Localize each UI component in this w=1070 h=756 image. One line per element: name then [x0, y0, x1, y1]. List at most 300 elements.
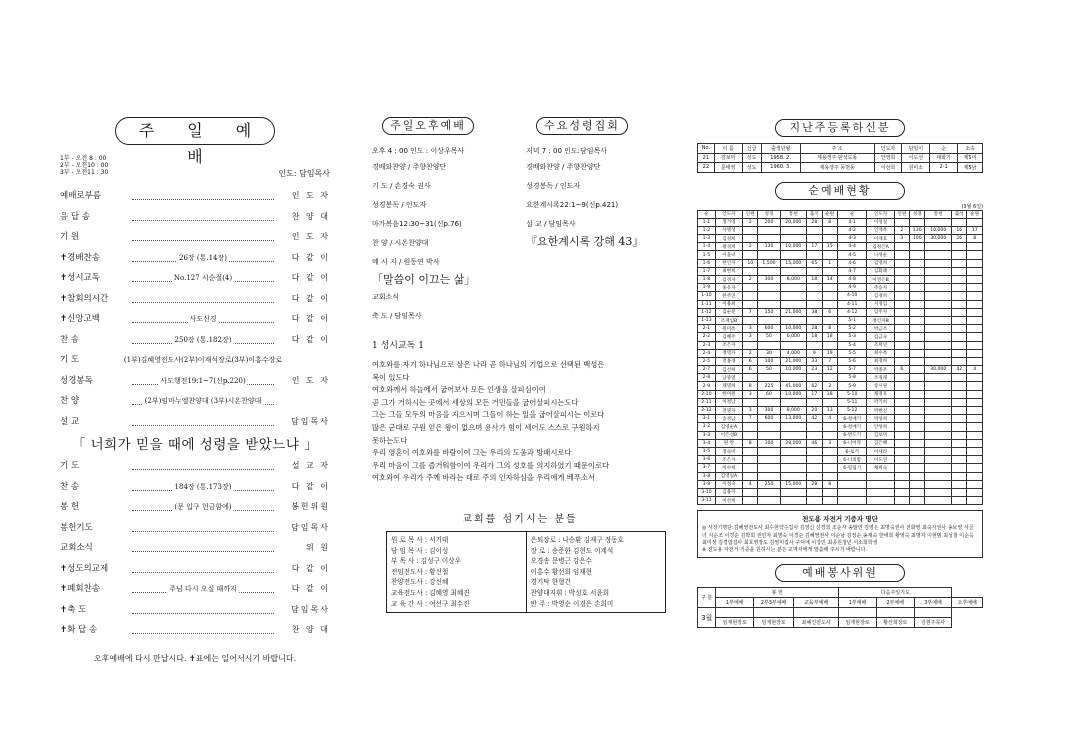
- att-cell: [758, 316, 780, 324]
- wed-line: 설 교 / 담임목사: [526, 220, 576, 228]
- worship-item-label: 봉헌기도: [60, 522, 93, 533]
- att-cell: [758, 300, 780, 308]
- att-cell: [925, 488, 952, 496]
- att-cell: [837, 472, 866, 480]
- order-of-worship-b: [60, 456, 330, 641]
- att-cell: 김금숙: [867, 333, 894, 341]
- worship-item-leader: 봉헌위원: [291, 502, 330, 512]
- att-cell: 3-2: [698, 423, 716, 431]
- att-cell: [925, 472, 952, 480]
- att-cell: [894, 497, 909, 505]
- att-cell: [967, 439, 983, 447]
- att-cell: 42: [952, 366, 967, 374]
- att-cell: [822, 464, 837, 472]
- attendance-date: (3월 6일): [961, 203, 983, 210]
- att-cell: [910, 308, 925, 316]
- worship-item-leader: 담임목사: [291, 416, 330, 426]
- att-cell: 김영희: [867, 259, 894, 267]
- att-cell: [807, 316, 822, 324]
- donor-note: ※ 전도용 자전거 기증을 원하시는 분은 교역자에게 말씀해 주시기 바랍니다.: [702, 547, 867, 554]
- att-cell: [807, 235, 822, 243]
- att-cell: 10: [743, 259, 758, 267]
- dotted-leader: [132, 418, 274, 426]
- att-cell: [822, 226, 837, 234]
- att-cell: [894, 382, 909, 390]
- att-cell: [910, 497, 925, 505]
- table-row: [698, 243, 983, 251]
- worship-item-leader: 다 같 이: [291, 481, 330, 491]
- svc-subheader: 2부3부예배: [754, 598, 794, 608]
- att-cell: 조은자: [715, 341, 742, 349]
- table-row: [698, 398, 983, 406]
- att-header: 순: [698, 210, 716, 218]
- att-cell: 62: [807, 382, 822, 390]
- att-cell: 이재호: [867, 235, 894, 243]
- worship-item-detail: (문 입구 헌금함에): [172, 497, 233, 517]
- reg-cell: 21: [698, 153, 715, 163]
- att-cell: [894, 218, 909, 226]
- table-row: [698, 259, 983, 267]
- att-cell: [952, 488, 967, 496]
- att-cell: [780, 488, 807, 496]
- att-cell: 김정은A: [867, 243, 894, 251]
- new-members-title: 지난주등록하신분: [775, 119, 905, 137]
- att-cell: 3-6: [698, 456, 716, 464]
- table-row: [698, 251, 983, 259]
- pm-line: 교회소식: [372, 293, 400, 301]
- att-cell: [910, 251, 925, 259]
- worship-row: [60, 186, 330, 207]
- att-cell: [894, 423, 909, 431]
- dotted-leader: [132, 213, 274, 221]
- att-cell: [952, 497, 967, 505]
- worship-item-label: 봉 헌: [60, 502, 80, 513]
- att-cell: [925, 251, 952, 259]
- att-cell: [894, 439, 909, 447]
- wed-line: 요한계시록22:1~9(신p.421): [526, 201, 619, 209]
- worship-item-label: 찬 송: [60, 481, 80, 492]
- att-cell: [925, 431, 952, 439]
- reading-line: 곧 그가 거하시는 곳에서 세상의 모든 거민들을 굽어살피시는도다: [372, 397, 579, 407]
- staff-line: 오경송 문병근 강은수: [530, 557, 593, 566]
- svc-cell: [754, 608, 794, 618]
- table-row: [698, 218, 983, 226]
- reading-line: 못하는도다: [372, 435, 408, 445]
- staff-list-right: [526, 532, 666, 612]
- att-cell: [910, 276, 925, 284]
- table-row: [698, 472, 983, 480]
- att-cell: [807, 398, 822, 406]
- dotted-leader: [132, 565, 274, 573]
- att-cell: 15: [822, 243, 837, 251]
- wed-line: 경배와찬양 / 주향찬양단: [526, 163, 601, 171]
- att-cell: [894, 251, 909, 259]
- att-cell: 8: [743, 382, 758, 390]
- att-cell: 150: [758, 308, 780, 316]
- att-cell: 1-5: [698, 251, 716, 259]
- pm-line: 성경봉독 / 인도자: [372, 201, 427, 209]
- att-cell: 이선희: [715, 497, 742, 505]
- table-row: [698, 439, 983, 447]
- att-cell: 17: [967, 226, 983, 234]
- att-cell: 5-10: [837, 390, 866, 398]
- att-cell: 5-8: [837, 374, 866, 382]
- att-cell: 8,000: [780, 407, 807, 415]
- att-cell: 3-5: [698, 447, 716, 455]
- att-cell: 6,000: [780, 333, 807, 341]
- att-cell: [743, 300, 758, 308]
- worship-item-label: 설 교: [60, 416, 80, 427]
- att-cell: 18: [822, 390, 837, 398]
- dotted-leader: [132, 192, 274, 200]
- att-cell: 225: [758, 382, 780, 390]
- att-cell: [952, 423, 967, 431]
- att-cell: [758, 226, 780, 234]
- att-cell: 김경자: [715, 276, 742, 284]
- att-cell: [925, 464, 952, 472]
- att-cell: [952, 218, 967, 226]
- att-cell: [910, 366, 925, 374]
- table-row: [698, 308, 983, 316]
- att-cell: [780, 292, 807, 300]
- att-cell: 3-11: [698, 497, 716, 505]
- service-time: 1부 - 오전 8 : 00: [60, 155, 107, 162]
- att-cell: [894, 276, 909, 284]
- att-cell: 이성실: [867, 218, 894, 226]
- att-cell: [952, 325, 967, 333]
- staff-line: 교육전도사 : 김혜영 최혜진: [391, 588, 470, 597]
- att-cell: 12: [822, 366, 837, 374]
- att-cell: [925, 292, 952, 300]
- att-cell: 인재옥: [867, 226, 894, 234]
- att-cell: 8: [743, 439, 758, 447]
- att-cell: [743, 316, 758, 324]
- att-header: 통헌: [925, 210, 952, 218]
- table-row: [698, 456, 983, 464]
- reg-cell: 태화기: [930, 153, 958, 163]
- att-cell: [952, 398, 967, 406]
- dotted-leader: [132, 606, 274, 614]
- att-cell: [910, 325, 925, 333]
- table-row: [698, 407, 983, 415]
- att-cell: 5-6: [837, 357, 866, 365]
- staff-line: 이홍수 황선희 임재현: [530, 567, 593, 576]
- wednesday-service: [526, 110, 668, 326]
- att-cell: 5-3: [837, 333, 866, 341]
- att-cell: [925, 333, 952, 341]
- att-cell: [780, 316, 807, 324]
- att-cell: 김영일A: [715, 472, 742, 480]
- att-cell: [743, 431, 758, 439]
- worship-row: [60, 289, 330, 310]
- att-cell: [925, 480, 952, 488]
- att-cell: [967, 497, 983, 505]
- att-cell: [758, 341, 780, 349]
- att-cell: [807, 251, 822, 259]
- att-cell: [780, 497, 807, 505]
- table-row: [698, 390, 983, 398]
- worship-footer-note: 오후예배에 다시 만납시다. ✝표에는 일어서시기 바랍니다.: [93, 653, 297, 663]
- att-cell: [780, 431, 807, 439]
- middle-column: [372, 110, 668, 613]
- wed-line: 저녁 7 : 00 인도:담임목사: [526, 147, 608, 155]
- att-cell: [894, 325, 909, 333]
- att-cell: [967, 357, 983, 365]
- att-cell: 21,000: [780, 357, 807, 365]
- att-cell: 박성희: [867, 415, 894, 423]
- att-cell: [867, 472, 894, 480]
- att-header: 순원: [967, 210, 983, 218]
- dotted-leader: [132, 377, 274, 385]
- att-cell: 6-청예기: [837, 423, 866, 431]
- att-cell: 한미원: [715, 390, 742, 398]
- att-cell: 최경희: [867, 357, 894, 365]
- att-cell: [894, 243, 909, 251]
- table-row: [698, 366, 983, 374]
- att-cell: [910, 357, 925, 365]
- staff-list-left: [387, 532, 526, 612]
- att-cell: [952, 251, 967, 259]
- table-row: [698, 415, 983, 423]
- officiant-label: 인도: 담임목사: [278, 169, 330, 178]
- table-row: [698, 292, 983, 300]
- att-cell: 20,000: [780, 218, 807, 226]
- att-cell: [925, 218, 952, 226]
- att-cell: [925, 316, 952, 324]
- worship-item-detail: 사도신경: [187, 309, 218, 329]
- svc-cell: [876, 608, 914, 618]
- att-cell: 최현희: [715, 267, 742, 275]
- reg-header: No.: [698, 144, 715, 154]
- att-cell: [910, 456, 925, 464]
- att-header: 통헌: [780, 210, 807, 218]
- att-cell: 2-4: [698, 349, 716, 357]
- att-cell: [822, 284, 837, 292]
- reg-cell: 2-1: [930, 163, 958, 173]
- worship-item-detail: (1부)김혜영전도사(2부)이재석장로(3부)이홍수장로: [122, 350, 284, 370]
- att-cell: [910, 423, 925, 431]
- staff-line: 전임전도사 : 황신철: [391, 567, 449, 576]
- att-cell: [758, 431, 780, 439]
- att-cell: [807, 300, 822, 308]
- reg-cell: 제5여: [958, 153, 983, 163]
- att-cell: [967, 316, 983, 324]
- table-row: [698, 423, 983, 431]
- worship-item-label: 성경봉독: [60, 375, 93, 386]
- worship-row: [60, 248, 330, 269]
- dotted-leader: [132, 397, 274, 405]
- att-cell: [910, 259, 925, 267]
- att-cell: [743, 267, 758, 275]
- att-cell: 46: [807, 439, 822, 447]
- att-cell: [780, 464, 807, 472]
- att-cell: 2-9: [698, 382, 716, 390]
- att-cell: [925, 259, 952, 267]
- att-cell: [952, 267, 967, 275]
- table-row: [698, 316, 983, 324]
- worship-row: [60, 620, 330, 641]
- worship-item-label: 기 도: [60, 461, 80, 472]
- svc-subheader: 2부예배: [876, 598, 914, 608]
- sunday-worship-column: [60, 110, 330, 664]
- att-cell: [910, 382, 925, 390]
- worship-item-label: ✝성도의교제: [60, 563, 109, 574]
- att-cell: [743, 226, 758, 234]
- att-cell: [952, 341, 967, 349]
- svc-subheader: 1부예배: [839, 598, 877, 608]
- att-cell: [822, 267, 837, 275]
- svc-value: 임재현장로: [716, 618, 754, 628]
- att-cell: 4: [743, 480, 758, 488]
- att-cell: 16: [952, 226, 967, 234]
- att-cell: 3-8: [698, 472, 716, 480]
- att-cell: [837, 480, 866, 488]
- sermon-title: 「 너희가 믿을 때에 성령을 받았느냐 」: [71, 437, 319, 453]
- att-cell: [952, 472, 967, 480]
- att-cell: [967, 218, 983, 226]
- att-cell: [967, 390, 983, 398]
- att-cell: [925, 382, 952, 390]
- att-cell: 8,000: [780, 276, 807, 284]
- worship-row: [60, 350, 330, 371]
- staff-line: 담 임 목 사 : 김이성: [391, 546, 449, 555]
- att-cell: 2-3: [698, 341, 716, 349]
- att-cell: 1-4: [698, 243, 716, 251]
- att-cell: [967, 284, 983, 292]
- att-header: 인도자: [867, 210, 894, 218]
- worship-row: [60, 207, 330, 228]
- worship-item-detail: 26장 (통.14장): [177, 248, 229, 268]
- att-cell: [952, 439, 967, 447]
- att-cell: 3-4: [698, 439, 716, 447]
- table-row: [698, 488, 983, 496]
- att-cell: 안성희: [867, 423, 894, 431]
- reg-cell: 이도선: [902, 153, 930, 163]
- worship-item-label: ✝신앙고백: [60, 314, 100, 325]
- reg-header: 신급: [742, 144, 761, 154]
- att-cell: 15,000: [780, 480, 807, 488]
- att-cell: 전홍경: [715, 357, 742, 365]
- att-cell: [967, 349, 983, 357]
- worship-item-label: 찬 송: [60, 334, 80, 345]
- reg-cell: 성도: [742, 163, 761, 173]
- att-cell: 4-5: [837, 251, 866, 259]
- worship-row: [60, 600, 330, 621]
- sunday-worship-title: 주 일 예 배: [115, 117, 275, 145]
- worship-item-detail: 사도행전19:1~7(신p.220): [158, 371, 247, 391]
- worship-row: [60, 268, 330, 289]
- att-cell: [822, 300, 837, 308]
- att-cell: 30,000: [925, 366, 952, 374]
- att-cell: 3: [743, 390, 758, 398]
- att-cell: 2-1: [698, 325, 716, 333]
- att-cell: 조은자: [715, 456, 742, 464]
- att-cell: 이정남: [715, 398, 742, 406]
- att-cell: [910, 439, 925, 447]
- att-cell: [952, 447, 967, 455]
- att-cell: [867, 488, 894, 496]
- att-cell: 원미옥: [715, 325, 742, 333]
- att-cell: 15,000: [780, 259, 807, 267]
- att-cell: [967, 333, 983, 341]
- att-cell: 정숙미: [715, 447, 742, 455]
- att-cell: 2: [743, 349, 758, 357]
- staff-line: 장 로 : 송준한 김현도 이계석: [530, 546, 614, 555]
- reading-line: 우리 영혼이 여호와를 바람이여 그는 우리의 도움과 방패시로다: [372, 448, 572, 458]
- att-cell: 정가영: [715, 218, 742, 226]
- reg-header: 주 소: [800, 144, 874, 154]
- att-cell: [952, 316, 967, 324]
- worship-row: [60, 456, 330, 477]
- att-cell: 정영자: [715, 349, 742, 357]
- att-cell: 채명희: [715, 382, 742, 390]
- att-cell: [743, 447, 758, 455]
- att-cell: [894, 488, 909, 496]
- att-cell: 26: [952, 235, 967, 243]
- worship-item-leader: 설 교 자: [291, 461, 330, 471]
- table-row: [698, 374, 983, 382]
- att-cell: [925, 276, 952, 284]
- worship-item-leader: 다 같 이: [291, 252, 330, 262]
- att-cell: [807, 284, 822, 292]
- att-cell: 6-청예기: [837, 415, 866, 423]
- att-cell: [967, 382, 983, 390]
- att-cell: [758, 284, 780, 292]
- att-cell: 1-10: [698, 292, 716, 300]
- att-cell: [780, 226, 807, 234]
- att-cell: [894, 300, 909, 308]
- att-cell: [780, 398, 807, 406]
- att-cell: [894, 267, 909, 275]
- att-cell: [925, 284, 952, 292]
- att-cell: 박금조: [867, 325, 894, 333]
- afternoon-service-title: 주일오후예배: [382, 117, 474, 135]
- att-cell: [758, 374, 780, 382]
- reg-cell: 안영희: [874, 153, 902, 163]
- right-column: [697, 110, 983, 628]
- att-cell: [952, 431, 967, 439]
- svc-header: 봉 헌: [716, 588, 839, 598]
- att-cell: 2-10: [698, 390, 716, 398]
- table-row: [698, 382, 983, 390]
- att-cell: [894, 472, 909, 480]
- att-cell: [952, 276, 967, 284]
- att-cell: [952, 333, 967, 341]
- att-cell: [780, 456, 807, 464]
- att-cell: [910, 218, 925, 226]
- att-cell: 1-6: [698, 259, 716, 267]
- att-cell: 23: [807, 366, 822, 374]
- staff-line: 찬양대지휘 : 박성호 서윤희: [530, 588, 610, 597]
- order-of-worship-a: [60, 186, 330, 432]
- att-cell: [807, 374, 822, 382]
- worship-item-detail: 250장 (통.182장): [173, 330, 234, 350]
- reg-cell: 김보미: [714, 153, 742, 163]
- att-cell: 이수희: [715, 464, 742, 472]
- att-cell: [758, 488, 780, 496]
- att-cell: [780, 472, 807, 480]
- att-cell: [967, 243, 983, 251]
- att-cell: 28: [807, 480, 822, 488]
- att-cell: 8: [822, 218, 837, 226]
- att-cell: 3-9: [698, 480, 716, 488]
- att-cell: [743, 284, 758, 292]
- att-cell: [807, 456, 822, 464]
- att-cell: 17: [807, 390, 822, 398]
- pm-line: 경배와찬양 / 주향찬양단: [372, 163, 447, 171]
- worship-row: [60, 412, 330, 433]
- att-header: 출석: [952, 210, 967, 218]
